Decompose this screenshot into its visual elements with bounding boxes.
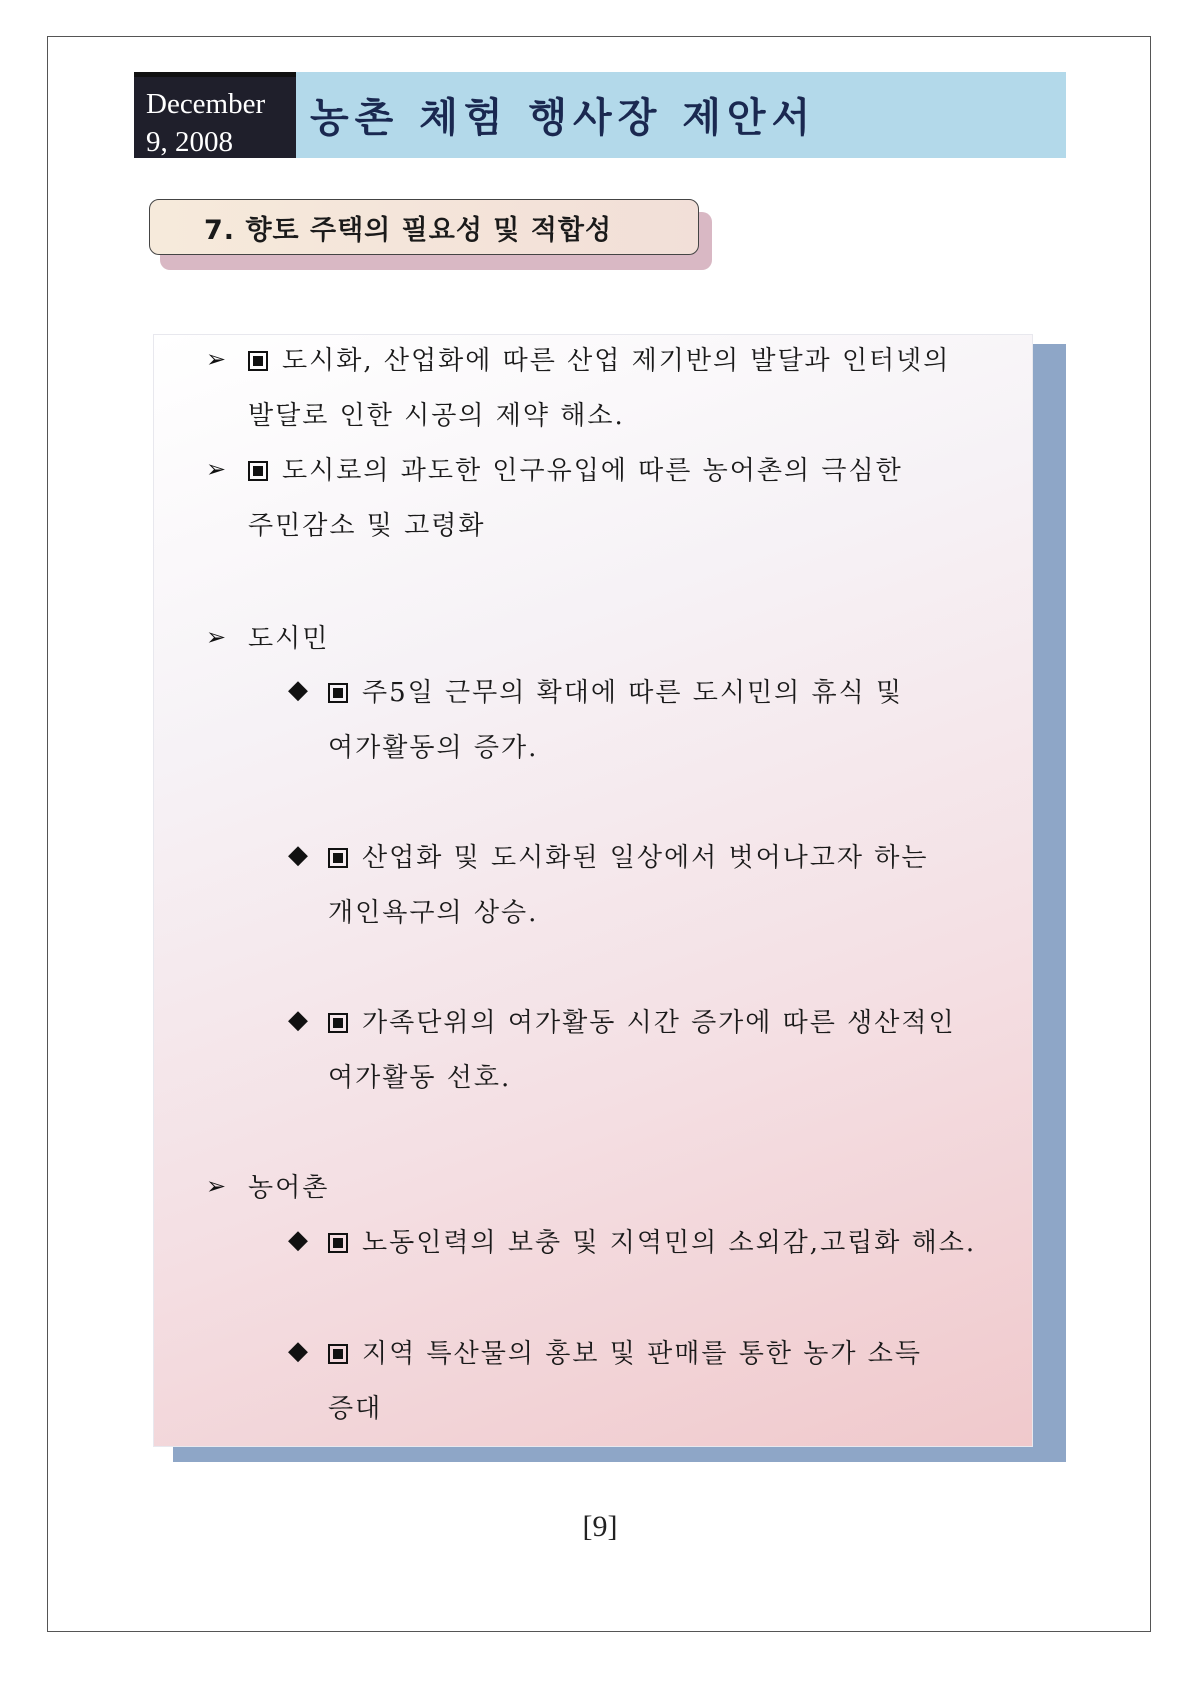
square-bullet-icon <box>248 461 268 481</box>
list-item-continuation: 증대 <box>328 1394 383 1424</box>
list-item-continuation: 개인욕구의 상승. <box>328 898 539 928</box>
diamond-bullet-icon: ◆ <box>288 675 308 705</box>
list-item-text: 노동인력의 보충 및 지역민의 소외감,고립화 해소. <box>362 1228 977 1258</box>
diamond-bullet-icon: ◆ <box>288 1005 308 1035</box>
list-item <box>328 830 929 886</box>
group-heading-rural: 농어촌 <box>248 1173 330 1203</box>
square-bullet-icon <box>328 1233 348 1253</box>
list-item-text: 지역 특산물의 홍보 및 판매를 통한 농가 소득 <box>362 1339 922 1369</box>
list-item <box>248 333 950 389</box>
list-item <box>248 443 903 499</box>
diamond-bullet-icon: ◆ <box>288 1225 308 1255</box>
date-day-year: 9, 2008 <box>146 126 233 158</box>
date-month: December <box>146 88 266 120</box>
section-heading: 7. 향토 주택의 필요성 및 적합성 <box>204 215 613 246</box>
list-item-continuation: 여가활동의 증가. <box>328 733 539 763</box>
list-item-continuation: 주민감소 및 고령화 <box>248 511 486 541</box>
list-item <box>328 995 956 1051</box>
list-item <box>328 1326 922 1382</box>
square-bullet-icon <box>328 848 348 868</box>
list-item-text: 도시로의 과도한 인구유입에 따른 농어촌의 극심한 <box>282 456 903 486</box>
list-item-text: 산업화 및 도시화된 일상에서 벗어나고자 하는 <box>362 843 929 873</box>
list-item <box>328 665 903 721</box>
list-item <box>328 1215 976 1271</box>
page-number: [9] <box>582 1510 618 1543</box>
diamond-bullet-icon: ◆ <box>288 1336 308 1366</box>
square-bullet-icon <box>328 683 348 703</box>
list-item-continuation: 여가활동 선호. <box>328 1063 512 1093</box>
arrow-bullet-icon: ➢ <box>206 623 227 651</box>
arrow-bullet-icon: ➢ <box>206 345 227 373</box>
group-heading-citizens: 도시민 <box>248 624 330 654</box>
date-badge <box>134 72 296 158</box>
square-bullet-icon <box>328 1013 348 1033</box>
list-item-text: 가족단위의 여가활동 시간 증가에 따른 생산적인 <box>362 1008 956 1038</box>
diamond-bullet-icon: ◆ <box>288 840 308 870</box>
list-item-text: 도시화, 산업화에 따른 산업 제기반의 발달과 인터넷의 <box>282 346 951 376</box>
list-item-continuation: 발달로 인한 시공의 제약 해소. <box>248 401 625 431</box>
square-bullet-icon <box>328 1344 348 1364</box>
arrow-bullet-icon: ➢ <box>206 1172 227 1200</box>
list-item-text: 주5일 근무의 확대에 따른 도시민의 휴식 및 <box>362 678 904 708</box>
square-bullet-icon <box>248 351 268 371</box>
arrow-bullet-icon: ➢ <box>206 455 227 483</box>
document-title: 농촌 체험 행사장 제안서 <box>310 94 817 141</box>
